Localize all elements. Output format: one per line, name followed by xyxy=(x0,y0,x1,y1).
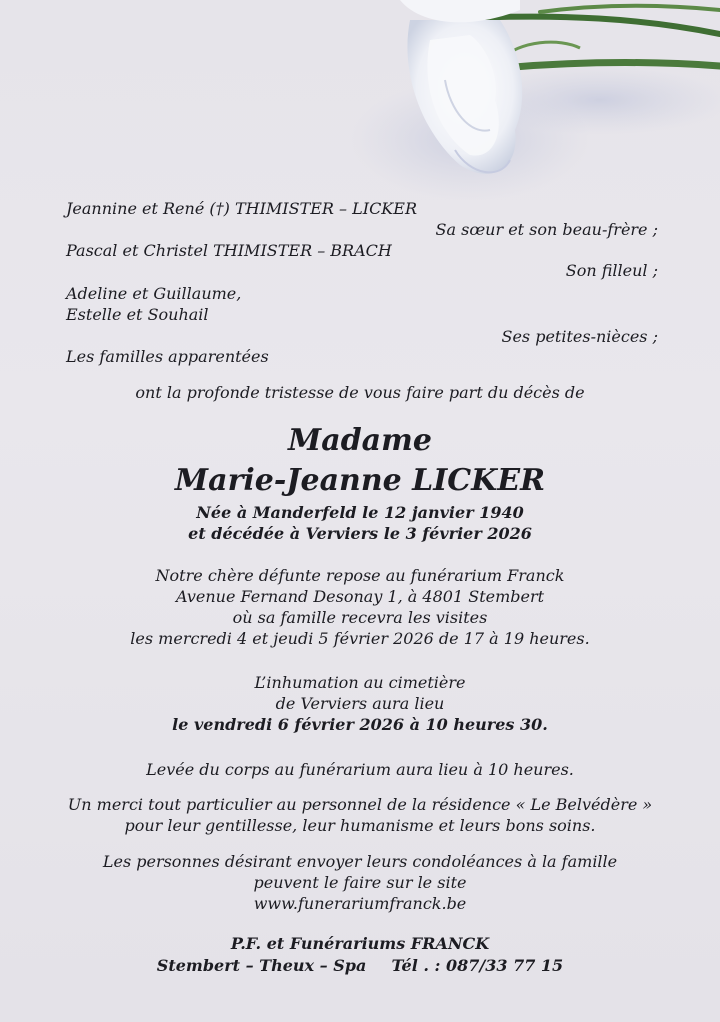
thanks-line: Un merci tout particulier au personnel de la résidence « Le Belvédère » xyxy=(67,795,653,814)
funeral-home-name: P.F. et Funérariums FRANCK xyxy=(230,934,490,953)
family-names-relatives: Les familles apparentées xyxy=(66,347,269,366)
birth-info: Née à Manderfeld le 12 janvier 1940 xyxy=(196,503,524,522)
funeral-home-locations: Stembert – Theux – Spa xyxy=(156,956,367,975)
levee-info: Levée du corps au funérarium aura lieu à 10 heures. xyxy=(146,760,574,779)
condolences-line: peuvent le faire sur le site xyxy=(253,873,467,892)
announcement: ont la profonde tristesse de vous faire part du décès de xyxy=(135,383,585,402)
family-names-nieces-2: Estelle et Souhail xyxy=(66,305,209,324)
condolences-line: Les personnes désirant envoyer leurs condoléances à la famille xyxy=(102,852,618,871)
family-names-sister: Jeannine et René (†) THIMISTER – LICKER xyxy=(66,199,417,218)
burial-date: le vendredi 6 février 2026 à 10 heures 30. xyxy=(172,715,548,734)
visits-line: où sa famille recevra les visites xyxy=(232,608,488,627)
family-names-godson: Pascal et Christel THIMISTER – BRACH xyxy=(66,241,392,260)
white-rose-decoration xyxy=(0,0,720,210)
death-info: et décédée à Verviers le 3 février 2026 xyxy=(188,524,532,543)
visits-line: Avenue Fernand Desonay 1, à 4801 Stembert xyxy=(175,587,545,606)
funeral-home-phone: Tél . : 087/33 77 15 xyxy=(391,956,564,975)
visits-line: Notre chère défunte repose au funérarium Franck xyxy=(155,566,565,585)
visits-line: les mercredi 4 et jeudi 5 février 2026 de 17 à 19 heures. xyxy=(130,629,590,648)
condolences-website: www.funerariumfranck.be xyxy=(253,894,467,913)
deceased-name: Marie-Jeanne LICKER xyxy=(174,463,546,498)
funeral-home-contact xyxy=(0,956,720,975)
honorific: Madame xyxy=(288,423,432,458)
family-relation-godson: Son filleul ; xyxy=(565,261,658,280)
family-relation-nieces: Ses petites-nièces ; xyxy=(501,327,658,346)
burial-line: de Verviers aura lieu xyxy=(275,694,445,713)
family-relation-sister: Sa sœur et son beau-frère ; xyxy=(435,220,658,239)
family-names-nieces-1: Adeline et Guillaume, xyxy=(66,284,242,303)
thanks-line: pour leur gentillesse, leur humanisme et leurs bons soins. xyxy=(124,816,596,835)
burial-line: L’inhumation au cimetière xyxy=(254,673,466,692)
